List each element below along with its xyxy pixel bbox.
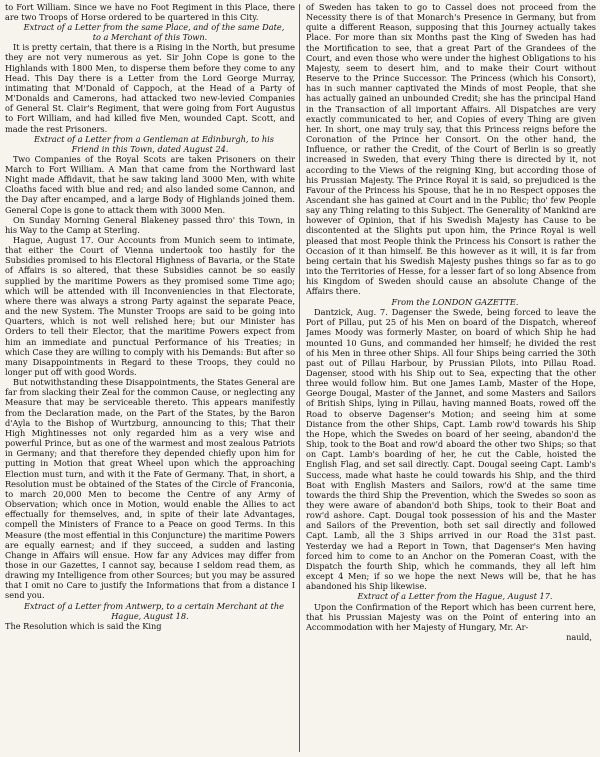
- catchword: nauld,: [566, 632, 592, 643]
- column-rule: [299, 4, 300, 752]
- article-text: The Resolution which is said the King: [5, 620, 162, 631]
- article-text: It is pretty certain, that there is a Rising in the North, but presume they are not very numerous as yet. Sir John Cope is gone to the Highlands with 1800 Men, to disperse them before they come to any Head. This Day there is a Letter from the Lord George Murray, intimating that M'Donald of Cappoch, at the Head of a Party of M'Donalds and Camerons, had attacked two new-levied Companies of General St. Clair's Regiment, that were going from Fort Augustus to Fort William, and had killed five Men, wounded Capt. Scott, and made the rest Prisoners.: [5, 42, 295, 134]
- letter-heading: Extract of a Letter from Antwerp, to a certain Merchant at the Hague, August 18.: [24, 600, 284, 621]
- article-text: But notwithstanding these Disappointments, the States General are far from slacking their Zeal for the common Cause, or neglecting any Measure that may be serviceable thereto. This appears manifestly from the Declaration made, on the Part of the States, by the Baron d'Ayla to the Bishop of Wurtzburg, announcing to this; That their High Mightinesses not only regarded him as a very wise and powerful Prince, but as one of the warmest and most zealous Patriots in Germany; and that therefore they depended chiefly upon him for putting in Motion that great Wheel upon which the approaching Election must turn, and with it the Fate of Germany. That, in short, a Resolution must be obtained of the States of the Circle of Franconia, to march 20,000 Men to become the Centre of any Army of Observation; which once in Motion, would enable the Allies to act effectually for themselves, and, in spite of their late Advantages, compell the Ministers of France to a Peace on good Terms. In this Measure (the most effential in this Conjuncture) the maritime Powers are equally earnest; and if they succeed, a sudden and lasting Change in Affairs will ensue. How far any Advices may differ from those in our Gazettes, I cannot say, because I seldom read them, as drawing my Intelligence from other Sources; but you may be assured that I omit no Care to justify the Informations that from a distance I send you.: [5, 377, 295, 601]
- article-text: Hague, August 17. Our Accounts from Munich seem to intimate, that either the Court of Vienna undertook too hastily for the Subsidies promised to his Electoral Highness of Bavaria, or the State of Affairs is so altered, that these Subsidies cannot be so easily supplied by the maritime Powers as they promised some Time ago; which will be attended with ill Inconveniencies in that Electorate, where there was always a strong Party against the separate Peace, and the new System. The Munster Troops are said to be going into Quarters, which is not well relished here; but our Minister has Orders to tell their Elector, that the maritime Powers expect from him an immediate and punctual Performance of his Treaties; in which Case they are willing to comply with his Demands: But after so many Disappointments in Regard to these Troops, they could no longer put off with good Words.: [5, 234, 295, 377]
- article-text: to Fort William. Since we have no Foot Regiment in this Place, there are two Troops of Horse ordered to be quartered in this City.: [5, 2, 295, 23]
- article-text: On Sunday Morning General Blakeney passed thro' this Town, in his Way to the Camp at Sterling.: [5, 214, 295, 235]
- article-text: Dantzick, Aug. 7. Dagenser the Swede, being forced to leave the Port of Pillau, put 25 of his Men on board of the Dispatch, whereof James Moody was formerly Master, on board of which Ship he had mounted 10 Guns, and commanded her himself; he divided the rest of his Men in three other Ships. All four Ships being carried the 30th past out of Pillau Harbour, by Prussian Pilots, into Pillau Road. Dagenser, stood with his Ship out to Sea, expecting that the other three would follow him. But one James Lamb, Master of the Hope, George Dougal, Master of the Jannet, and some Masters and Sailors of British Ships, lying in Pillau, having manned Boats, rowed off the Road to observe Dagenser's Motion; and seeing him at some Distance from the other Ships, Capt. Lamb row'd towards his Ship the Hope, which the Swedes on board of her seeing, abandon'd the Ship, took to the Boat and row'd aboard the other two Ships; so that on Capt. Lamb's boarding of her, he cut the Cable, hoisted the English Flag, and set sail directly. Capt. Dougal seeing Capt. Lamb's Success, made what haste he could towards his Ship, and the third Boat with English Masters and Sailors, row'd at the same time towards the third Ship the Prevention, which the Swedes so soon as they were aware of abandon'd both Ships, took to their Boat and row'd ashore. Capt. Dougal took possession of his and the Master and Sailors of the Prevention, both set sail directly and followed Capt. Lamb, all the 3 Ships arrived in our Road the 31st past. Yesterday we had a Report in Town, that Dagenser's Men having forced him to come to an Anchor on the Pomeran Coast, with the Dispatch the fourth Ship, which he commands, they all left him except 4 Men; if so we hope the next News will be, that he has abandoned his Ship likewise.: [306, 307, 596, 592]
- left-column: [5, 2, 295, 754]
- source-heading: From the LONDON GAZETTE.: [391, 296, 519, 307]
- right-column: [306, 2, 596, 754]
- letter-heading: Extract of a Letter from a Gentleman at Edinburgh, to his Friend in this Town, dated August 24.: [33, 133, 275, 154]
- letter-heading: Extract of a Letter from the same Place, and of the same Date, to a Merchant of this Town.: [23, 22, 285, 43]
- article-text: of Sweden has taken to go to Cassel does not proceed from the Necessity there is of that Monarch's Presence in Germany, but from quite a different Reason, supposing that this Journey actually takes Place. For more than six Months past the King of Sweden has had the Mortification to see, that a great Part of the Grandees of the Court, and even those who were under the highest Obligations to his Majesty, seem to desert him, and to make their Court without Reserve to the Prince Successor. The Princess (which his Consort), has in such manner captivated the Minds of most People, that she has actually gained an unbounded Credit; she has the principal Hand in the Transaction of all important Affairs. All Dispatches are very exactly communicated to her, and Copies of every Thing are given her. In short, one may truly say, that this Princess reigns before the Coronation of the Prince her Consort. On the other hand, the Influence, or rather the Credit, of the Court of Berlin is so greatly increased in Sweden, that every Thing there is directed by it, not according to the Views of the reigning King, but according those of his Prussian Majesty. The Prince Royal it is said, so prejudiced is the Favour of the Princess his Spouse, that he in no Respect opposes the Ascendant she has gained at Court and in the Public; tho' few People say any Thing relating to this Subject. The Generality of Mankind are however of Opinion, that if his Swedish Majesty has Cause to be discontented at the Slights put upon him, the Prince Royal is well pleased that most People think the Princess his Consort is rather the Occasion of it than himself. Be this however as it will, it is far from being certain that his Swedish Majesty pushes things so far as to go into the Territories of Hesse, for a lesser fart of so long Absence from his Kingdom of Sweden should cause an absolute Change of the Affairs there.: [306, 2, 596, 297]
- article-text: Upon the Confirmation of the Report which has been current here, that his Prussian Majesty was on the Point of entering into an Accommodation with her Majesty of Hungary, Mr. Ar-: [306, 601, 596, 633]
- article-text: Two Companies of the Royal Scots are taken Prisoners on their March to Fort William. A Man that came from the Northward last Night made Affidavit, that he saw taking land 3000 Men, with white Cloaths faced with blue and red; and also landed some Cannon, and the Day after encamped, and a large Body of Highlands joined them. General Cope is gone to attack them with 3000 Men.: [5, 153, 295, 215]
- letter-heading: Extract of a Letter from the Hague, August 17.: [357, 591, 553, 602]
